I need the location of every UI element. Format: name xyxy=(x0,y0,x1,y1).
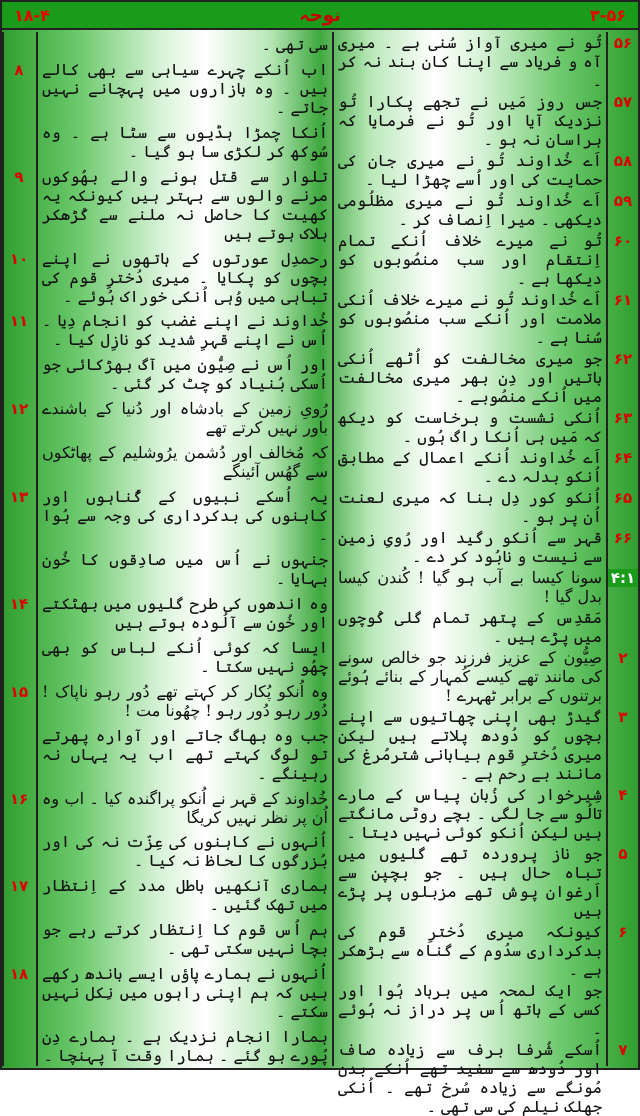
verse-text: جو ایک لمحہ میں برباد ہُوا اور کسی کے ہاتھ اُس پر دراز نہ ہُوئے ۔ xyxy=(338,981,602,1038)
verse-number: ۶۲ xyxy=(613,350,633,368)
verse-number: ۴:۱ xyxy=(608,569,638,587)
verse-text: رُویِ زمین کے بادشاہ اور دُنیا کے باشندے باور نہیں کرتے تھے xyxy=(42,399,328,438)
right-verse-numbers xyxy=(608,32,638,1066)
verse-text: جو ناز پرورده تھے گلیوں میں تباہ حال ہیں ۔ جو بچپن سے اَرغوان پوش تھے مزبلوں پر پڑے ہیں xyxy=(338,844,602,920)
verse-number: ۷ xyxy=(618,1041,628,1059)
verse-text: ہم اُس قوم کا اِنتظار کرتے رہے جو بچا نہیں سکتی تھی ۔ xyxy=(42,920,328,959)
verse-number: ۶۵ xyxy=(613,489,633,507)
verse-number: ۵۷ xyxy=(613,93,633,111)
verse-number: ۱۱ xyxy=(9,312,29,331)
verse-text: خُداوند کے قہر نے اُنکو پراگندہ کیا ۔ اب وہ اُن پر نظر نہیں کریگا xyxy=(42,788,328,827)
left-reference: ۱۸-۴ xyxy=(14,5,50,25)
verse-text: کیونکہ میری دُخترِ قوم کی بدکرداری سدُوم کے گناہ سے بڑھکر ہے ۔ xyxy=(338,922,602,979)
verse-text: جنہوں نے اُس میں صادِقوں کا خُون بہایا ۔ xyxy=(42,550,328,588)
verse-number: ۱۶ xyxy=(9,789,29,808)
verse-text: وہ اُنکو پُکار کر کہتے تھے دُور رہو ناپاک ! دُور رہو دُور رہو ! چھُونا مت ! xyxy=(42,681,328,720)
verse-text: سی تھی ۔ xyxy=(261,34,328,54)
verse-number: ۱۰ xyxy=(9,249,29,268)
verse-text: ہمارا انجام نزدیک ہے ۔ ہمارے دِن پُورے ہو گئے ۔ ہمارا وقت آ پہنچا ۔ xyxy=(42,1027,328,1066)
verse-number: ۵۶ xyxy=(613,34,633,52)
verse-text: اور اُس نے صِیُّون میں آگ بھڑکائی جو اُسکی بُنیاد کو چٹ کر گئی ۔ xyxy=(42,355,328,394)
verse-text: جس روز مَیں نے تجھے پکارا تُو نزدیک آیا اور تُو نے فرمایا کہ ہراسان نہ ہو ۔ xyxy=(338,92,602,149)
verse-text: رحمدِل عورتوں کے ہاتھوں نے اپنے بچوں کو پکایا ۔ میری دُخترِ قوم کی تباہی میں وُہی اُنکی خوراک ہُوئے ۔ xyxy=(42,248,328,306)
verse-text: اُنکو کور دِل بنا کہ میری لعنت اُن پر ہو ۔ xyxy=(338,488,602,526)
verse-number: ۱۷ xyxy=(9,877,29,896)
verse-text: تُو نے میری آواز سُنی ہے ۔ میری آہ و فریاد سے اپنا کان بند نہ کر ۔ xyxy=(338,33,602,90)
verse-text: تُو نے میرے خلاف اُنکے تمام اِنتقام اور سب منصُوبوں کو دیکھا ہے ۔ xyxy=(338,231,602,288)
verse-number: ۲ xyxy=(618,649,628,667)
verse-text: جو میری مخالفت کو اُٹھے اُنکی باتیں اور دِن بھر میری مخالفت میں اُنکے منصُوبے ۔ xyxy=(338,349,602,406)
verse-number: ۱۸ xyxy=(9,965,29,984)
divider-center xyxy=(332,32,334,1066)
verse-number: ۶۱ xyxy=(613,291,633,309)
verse-text: تلوار سے قتل ہونے والے بھُوکوں مرنے والوں سے بہتر ہیں کیونکہ یہ کھیت کا حاصل نہ ملنے سے کُڑھکر ہلاک ہوتے ہیں xyxy=(42,166,328,243)
verse-text: اُنہوں نے کاہنوں کی عِزّت نہ کی اور بُزرگوں کا لحاظ نہ کیا ۔ xyxy=(42,832,328,871)
verse-text: جب وہ بھاگ جاتے اور آوارہ پھرتے تو لوگ کہتے تھے اب یہ یہاں نہ رہینگے ۔ xyxy=(42,725,328,783)
verse-text: کہ مُخالف اور دُشمن یرُوشلیم کے پھاٹکوں سے گھُس آئینگے xyxy=(42,443,328,482)
verse-number: ۶۶ xyxy=(613,529,633,547)
verse-number: ۱۵ xyxy=(9,682,29,701)
verse-text: گیدڑ بھی اپنی چھاتیوں سے اپنے بچوں کو دُودھ پلاتے ہیں لیکن میری دُخترِ قوم بیابانی شترمُرغ کی مانند بے رحم ہے ۔ xyxy=(338,707,602,783)
verse-number: ۶۰ xyxy=(613,232,633,250)
verse-number: ۶۳ xyxy=(613,409,633,427)
verse-number: ۳ xyxy=(618,708,628,726)
divider-left-numbers xyxy=(36,32,38,1066)
verse-text: اُسکے شُرفا برف سے زیادہ صاف اور دُودھ سے سفید تھے اُنکے بدن مُونگے سے زیادہ سُرخ تھے ۔ اُنکی جھلک نیلم کی سی تھی ۔ xyxy=(338,1040,602,1116)
verse-number: ۱۴ xyxy=(9,594,29,613)
verse-number: ۱۲ xyxy=(9,400,29,419)
verse-text: شِیرخوار کی زُبان پیاس کے مارے تالُو سے جا لگی ۔ بچے روٹی مانگتے ہیں لیکن اُنکو کوئی نہیں دیتا ۔ xyxy=(338,785,602,842)
verse-text: اَے خُداوند تُو نے میرے خلاف اُنکی ملامت اور اُنکے سب منصُوبوں کو سُنا ہے ۔ xyxy=(338,290,602,347)
verse-text: سونا کیسا بے آب ہو گیا ! کُندن کیسا بدل گیا ! xyxy=(338,568,602,606)
verse-text: اب اُنکے چہرے سیاہی سے بھی کالے ہیں ۔ وہ بازاروں میں پہچانے نہیں جاتے ۔ xyxy=(42,59,328,117)
verse-number: ۹ xyxy=(14,167,24,186)
verse-number: ۱۳ xyxy=(9,488,29,507)
verse-number: ۶۴ xyxy=(613,449,633,467)
verse-text: وہ اندھوں کی طرح گلیوں میں بھٹکتے اور خُون سے آلُودہ ہوتے ہیں xyxy=(42,593,328,632)
verse-text: ہماری آنکھیں باطل مدد کے اِنتظار میں تھک گئیں ۔ xyxy=(42,876,328,915)
verse-number: ۵۹ xyxy=(613,192,633,210)
verse-text: اَے خُداوند تُو نے میری جان کی حمایت کی اور اُسے چھڑا لیا ۔ xyxy=(338,151,602,189)
right-reference: ۳-۵۶ xyxy=(590,5,626,25)
verse-number: ۸ xyxy=(14,60,24,79)
verse-text: اَے خُداوند اُنکے اعمال کے مطابق اُنکو بدلہ دے ۔ xyxy=(338,448,602,486)
verse-text: اَے خُداوند تُو نے میری مظلُومی دیکھی ۔ میرا اِنصاف کر ۔ xyxy=(338,191,602,229)
verse-text: اُنکا چمڑا ہڈیوں سے سٹا ہے ۔ وہ سُوکھ کر لکڑی سا ہو گیا ۔ xyxy=(42,122,328,161)
verse-text: یہ اُسکے نبیوں کے گُناہوں اور کاہنوں کی بدکرداری کی وجہ سے ہُوا ۔ xyxy=(42,487,328,545)
verse-text: ایسا کہ کوئی اُنکے لباس کو بھی چھُو نہیں سکتا ۔ xyxy=(42,637,328,676)
left-verse-numbers xyxy=(4,32,36,1066)
verse-number: ۵۸ xyxy=(613,152,633,170)
verse-number: ۵ xyxy=(618,845,628,863)
verse-text: مَقدِس کے پتھر تمام گلی کُوچوں میں پڑے ہیں ۔ xyxy=(338,608,602,646)
right-text-column xyxy=(336,32,602,1116)
verse-text: خُداوند نے اپنے غضب کو انجام دِیا ۔ اُس نے اپنے قہرِ شدید کو نازِل کیا ۔ xyxy=(42,311,328,350)
verse-text: قہر سے اُنکو رگید اور رُویِ زمین سے نیست و نابُود کر دے ۔ xyxy=(338,528,602,566)
verse-number: ۴ xyxy=(618,786,628,804)
verse-text: اُنہوں نے ہمارے پاؤں ایسے باندھ رکھے ہیں کہ ہم اپنی راہوں میں نِکل نہیں سکتے ۔ xyxy=(42,964,328,1022)
verse-text: اُنکی نشست و برخاست کو دیکھ کہ مَیں ہی اُنکا راگ ہُوں ۔ xyxy=(338,408,602,446)
page-header xyxy=(2,2,638,30)
verse-number: ۶ xyxy=(618,923,628,941)
two-column-grid xyxy=(2,32,638,1116)
verse-text: صِیُّون کے عزیز فرزند جو خالص سونے کی مانند تھے کیسے کُمہار کے بنائے ہُوئے برتنوں کے برابر ٹھہرے ! xyxy=(338,648,602,705)
left-text-column xyxy=(40,32,328,1066)
book-title: نوحہ xyxy=(299,4,341,26)
